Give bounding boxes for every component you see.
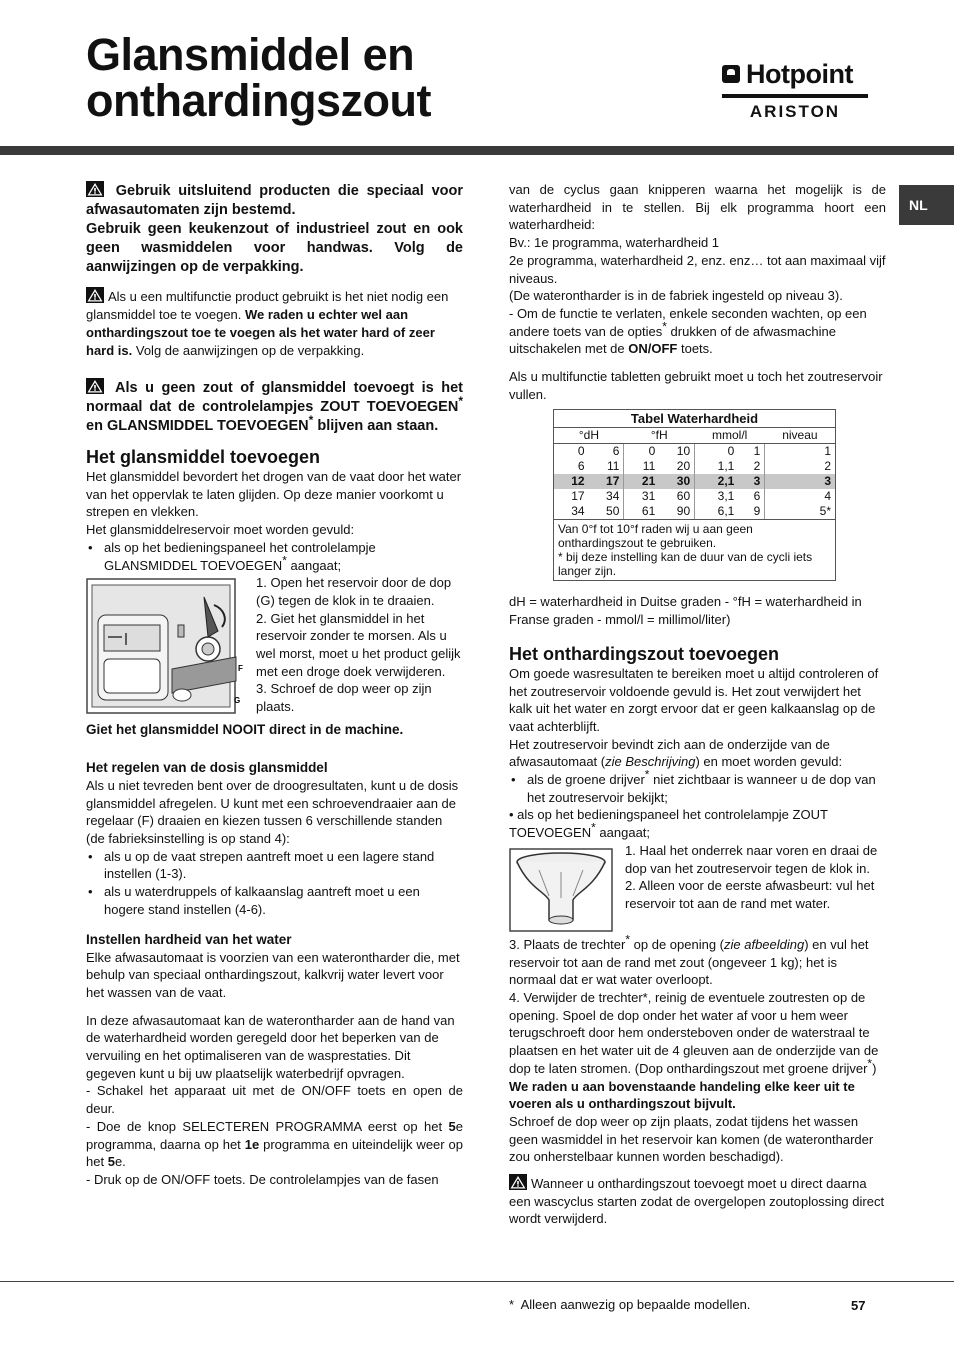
warning-icon	[86, 181, 104, 197]
warning-icon	[509, 1174, 527, 1190]
rinse-aid-reservoir-illustration	[86, 577, 246, 717]
section-heading-dosis: Het regelen van de dosis glansmiddel	[86, 759, 328, 775]
table-caption: Tabel Waterhardheid	[554, 410, 835, 428]
units-explanation: dH = waterhardheid in Duitse graden - °fH = waterhardheid in Franse graden - mmol/l = millimol/liter)	[509, 594, 862, 628]
salt-advice: We raden u aan bovenstaande handeling elke keer uit te voeren als u onthardingszout bijvult.	[509, 1078, 855, 1112]
right-paragraph-2: Bv.: 1e programma, waterhardheid 1	[509, 235, 720, 251]
table-header: niveau	[765, 428, 835, 444]
salt-step-3: 3. Plaats de trechter* op de opening (zie afbeelding) en vul het reservoir tot aan de rand met zout (ongeveer 1 kg); het is normaal dat er wat water overloopt.	[509, 932, 869, 988]
table-row: 17 34 31 60 3,1 6 4	[554, 489, 835, 504]
section-heading-zout: Het onthardingszout toevoegen	[509, 643, 779, 664]
dosis-paragraph: Als u niet tevreden bent over de droogresultaten, kunt u de dosis glansmiddel afregelen. U kunt met een schroevendraaier aan de regelaar (F) draaien en kiezen tussen 6 verschillende standen (de fabrieksinstelling is op stand 4):	[86, 777, 459, 847]
hardheid-paragraph-5: - Druk op de ON/OFF toets. De controlelampjes van de fasen	[86, 1171, 439, 1187]
list-item: • als de groene drijver* niet zichtbaar is wanneer u de dop van het zoutreservoir bekijkt;	[509, 771, 886, 806]
never-pour-warning: Giet het glansmiddel NOOIT direct in de machine.	[86, 722, 404, 738]
hotpoint-ariston-logo	[722, 60, 868, 124]
glans-paragraph-2: Het glansmiddelreservoir moet worden gevuld:	[86, 522, 355, 538]
salt-step-2: 2. Alleen voor de eerste afwasbeurt: vul het reservoir tot aan de rand met water.	[625, 878, 875, 911]
language-tab: NL	[899, 185, 954, 225]
warning-salt-cycle: Wanneer u onthardingszout toevoegt moet u direct daarna een wascyclus starten zodat de overgelopen zoutoplossing direct wordt verwijderd.	[509, 1176, 885, 1227]
right-paragraph-3: 2e programma, waterhardheid 2, enz. enz… tot aan maximaal vijf niveaus.	[509, 252, 886, 286]
hardheid-paragraph-1: Elke afwasautomaat is voorzien van een waterontharder die, met behulp van speciaal onthardingszout, kalkvrij water levert voor het wassen van de vaat.	[86, 949, 460, 1000]
step-2: 2. Giet het glansmiddel in het reservoir zonder te morsen. Als u wel morst, moet u het product gelijk met een droge doek verwijderen.	[256, 610, 461, 679]
list-item: • als op het bedieningspaneel het controlelampje GLANSMIDDEL TOEVOEGEN* aangaat;	[86, 539, 463, 574]
section-heading-glansmiddel: Het glansmiddel toevoegen	[86, 447, 321, 467]
warning-icon	[86, 287, 104, 303]
zout-paragraph-1: Om goede wasresultaten te bereiken moet u altijd controleren of het zoutreservoir voldoende gevuld is. Het zout verwijdert het kalk uit het water en zorgt ervoor dat er geen kalkaanslag op de vaat achterblijft.	[509, 665, 879, 734]
list-item: • als u waterdruppels of kalkaanslag aantreft moet u een hogere stand instellen (4-6).	[86, 883, 463, 918]
step-1: 1. Open het reservoir door de dop (G) tegen de klok in te draaien.	[256, 575, 452, 608]
brand-name: Hotpoint	[746, 59, 853, 89]
right-paragraph-5: - Om de functie te verlaten, enkele seconden wachten, op een andere toets van de opties* drukken of de afwasmachine uitschakelen met de ON/OFF toets.	[509, 305, 867, 357]
label-f: F	[238, 664, 243, 674]
table-row: 6 11 11 20 1,1 2 2	[554, 459, 835, 474]
left-column	[86, 181, 463, 1189]
sub-brand: ARISTON	[749, 102, 841, 121]
table-row: 12 17 21 30 2,1 3 3	[554, 474, 835, 489]
hardheid-paragraph-3: - Schakel het apparaat uit met de ON/OFF toets en open de deur.	[86, 1083, 463, 1117]
warning-icon	[86, 378, 104, 394]
page-number: 57	[851, 1298, 866, 1313]
footer-rule	[0, 1281, 954, 1282]
section-heading-hardheid: Instellen hardheid van het water	[86, 931, 292, 947]
label-g: G	[234, 696, 241, 706]
header-rule	[0, 146, 954, 155]
salt-step-1: 1. Haal het onderrek naar voren en draai de dop van het zoutreservoir tegen de klok in.	[625, 842, 878, 876]
right-column	[509, 181, 886, 1228]
page-title	[86, 29, 431, 126]
step-3: 3. Schroef de dop weer op zijn plaats.	[256, 681, 432, 715]
right-paragraph-1: van de cyclus gaan knipperen waarna het mogelijk is de waterhardheid in te stellen. Bij elk programma hoort een waterhardheid:	[509, 182, 886, 233]
table-row: 0 6 0 10 0 1 1	[554, 444, 835, 460]
warning-products: Gebruik uitsluitend producten die speciaal voor afwasautomaten zijn bestemd. Gebruik geen keukenzout of industrieel zout en ook geen wasmiddelen voor handwas. Volg de aanwijzingen op de verpakking.	[86, 183, 463, 275]
right-paragraph-6: Als u multifunctie tabletten gebruikt moet u toch het zoutreservoir vullen.	[509, 369, 883, 402]
glans-paragraph: Het glansmiddel bevordert het drogen van de vaat door het water van het oppervlak te laten glijden. Op deze manier voorkomt u strepen en vlekken.	[86, 469, 462, 520]
warning-indicator-lamps: Als u geen zout of glansmiddel toevoegt is het normaal dat de controlelampjes ZOUT TOEVOEGEN* en GLANSMIDDEL TOEVOEGEN* blijven aan staan.	[86, 380, 463, 434]
water-hardness-table	[553, 409, 836, 581]
salt-step-4: 4. Verwijder de trechter*, reinig de eventuele zoutresten op de opening. Spoel de dop onder het water af voor u hem weer terugschroeft door hem ondersteboven onder de waterstraal te plaatsen en het water uit de 4 gleuven aan de onderzijde van de dop te laten stromen. (Dop onthardingszout met groene drijver*)	[509, 989, 879, 1076]
table-header: mmol/l	[695, 428, 765, 444]
list-item: • als u op de vaat strepen aantreft moet u een lagere stand instellen (1-3).	[86, 848, 463, 883]
salt-screw-cap: Schroef de dop weer op zijn plaats, zodat tijdens het wassen geen wasmiddel in het reservoir kan komen (de waterontharder zou onherstelbaar kunnen worden beschadigd).	[509, 1113, 874, 1165]
title-line-2: onthardingszout	[86, 75, 431, 126]
zout-paragraph-2: Het zoutreservoir bevindt zich aan de onderzijde van de afwasautomaat (zie Beschrijving) en moet worden gevuld:	[509, 736, 843, 770]
table-row: 34 50 61 90 6,1 9 5*	[554, 504, 835, 519]
hotpoint-logo-icon	[722, 65, 740, 83]
hardheid-paragraph-4: - Doe de knop SELECTEREN PROGRAMMA eerst op het 5e programma, daarna op het 1e programma en uiteindelijk weer op het 5e.	[86, 1118, 463, 1170]
table-note: Van 0°f tot 10°f raden wij u aan geen onthardingszout te gebruiken. * bij deze instelling kan de duur van de cycli iets langer zijn.	[554, 519, 835, 580]
title-line-1: Glansmiddel en	[86, 29, 415, 80]
footnote: * Alleen aanwezig op bepaalde modellen.	[509, 1297, 751, 1312]
table-header: °fH	[624, 428, 695, 444]
salt-funnel-illustration	[509, 848, 613, 932]
table-header: °dH	[554, 428, 624, 444]
warning-multifunction: Als u een multifunctie product gebruikt is het niet nodig een glansmiddel toe te voegen. We raden u echter wel aan onthardingszout toe te voegen als het water hard of zeer hard is. Volg de aanwijzingen op de verpakking.	[86, 289, 449, 358]
zout-paragraph-3: • als op het bedieningspaneel het controlelampje ZOUT TOEVOEGEN* aangaat;	[509, 807, 828, 841]
right-paragraph-4: (De waterontharder is in de fabriek ingesteld op niveau 3).	[509, 288, 843, 304]
hardheid-paragraph-2: In deze afwasautomaat kan de waterontharder aan de hand van de waterhardheid worden geregeld door het beperken van de vervuiling en het optimaliseren van de wasprestaties. Dit gegeven kunt u bij uw plaatselijk waterbedrijf opvragen.	[86, 1012, 455, 1081]
